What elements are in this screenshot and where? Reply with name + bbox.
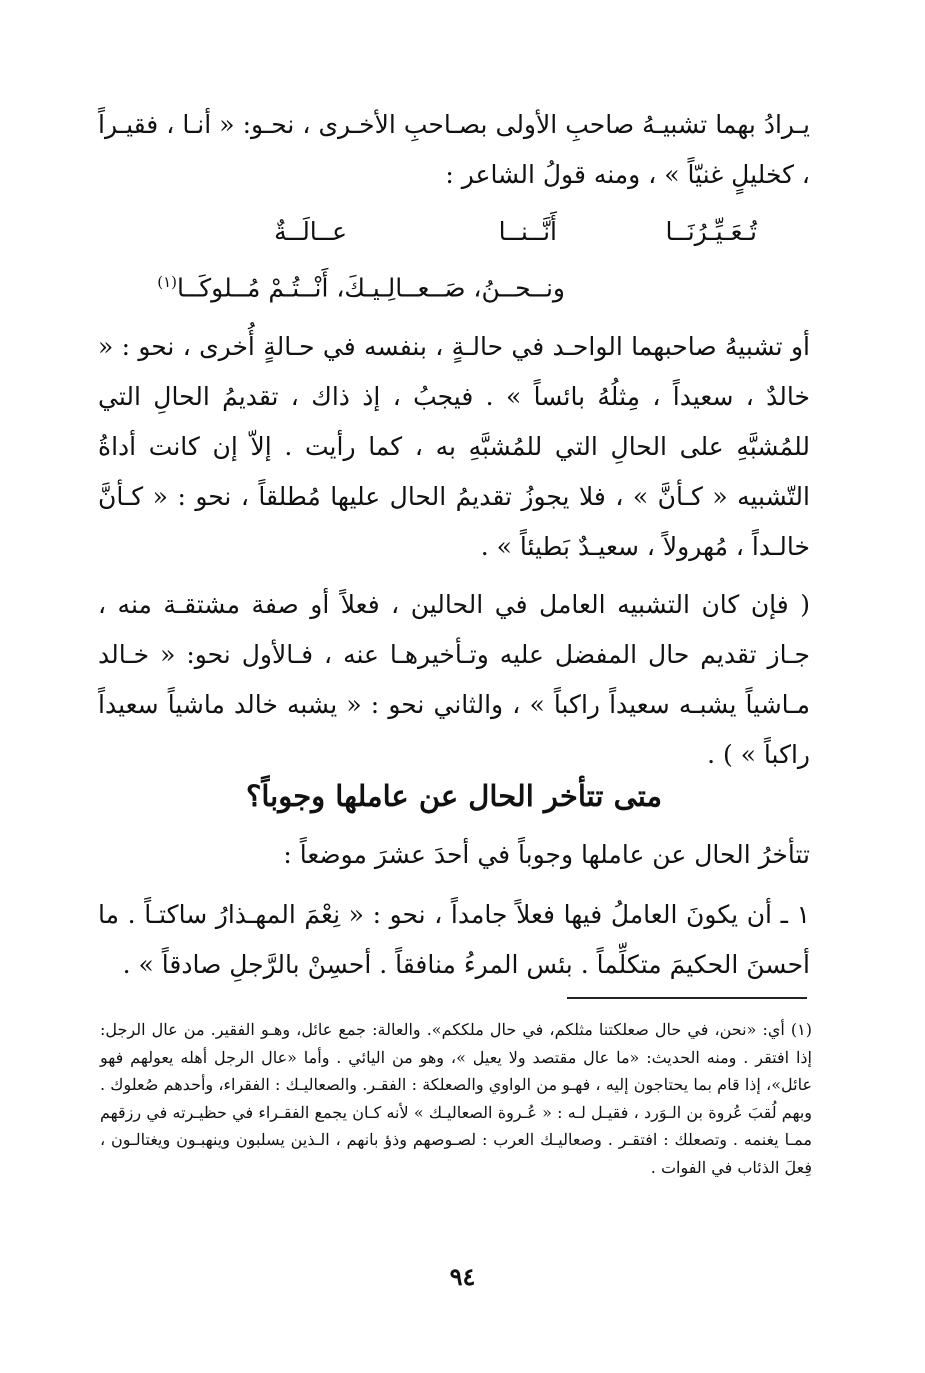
footnote-text: (١) أي: «نحن، في حال صعلكتنا مثلكم، في حال ملككم». والعالة: جمع عائل، وهـو الفقير. من عال الرجل: إذا افتقر . ومنه الحديث: «ما عال مقتصد ولا يعيل »، وهو من اليائي . وأما «عال الرجل أهله يعولهم فهو عائل»، إذا قام بما يحتاجون إليه ، فهـو من الواوي والصعلكة : الفقـر. والصعاليـك : الفقراء، وأحدهم صُعلوك . وبهم لُقبَ عُروة بن الـوَرد ، فقيـل لـه : « عُـروة الصعاليـك » لأنه كـان يجمع الفقـراء في حظيـرته في رزقهم ممـا يغنمه . وتصعلك : افتقـر . وصعاليـك العرب : لصـوصهم وذؤ بانهم ، الـذين يسلبون وينهبـون ويغتالـون ، فِعلَ الذئاب في الفوات . (100, 1020, 812, 1177)
fifth-paragraph (98, 890, 810, 990)
section-heading: متى تتأخر الحال عن عاملها وجوباً؟ (245, 779, 663, 813)
fourth-paragraph (98, 830, 810, 880)
intro-paragraph-text: يـرادُ بهما تشبيـهُ صاحبِ الأولى بصـاحبِ الأخـرى ، نحـو: « أنـا ، فقيـراً ، كخليلٍ غنيّاً » ، ومنه قولُ الشاعر : (98, 110, 810, 189)
verse-line2 (157, 258, 565, 312)
verse-line2-text: ونــحــنُ، صَــعــالِـيـكَ، أَنْــتُـمْ مُــلوكَــا (176, 273, 565, 303)
intro-paragraph (98, 100, 810, 200)
third-paragraph (98, 580, 810, 780)
verse-line1-word3: عــالَــةٌ (274, 217, 347, 246)
second-paragraph (98, 322, 810, 572)
third-paragraph-text: ( فإن كان التشبيه العامل في الحالين ، فعلاً أو صفة مشتقـة منه ، جـاز تقديم حال المفضل عليه وتـأخيرهـا عنه ، فـالأول نحو: « خـالد مـاشياً يشبـه سعيداً راكباً » ، والثاني نحو : « يشبه خالد ماشياً سعيداً راكباً » ) . (98, 590, 810, 769)
footnote-marker: (١) (157, 273, 177, 291)
footnote-divider (567, 997, 807, 999)
verse-line1-word1: تُـعَـيِّـرُنَــا (665, 217, 757, 246)
second-paragraph-text: أو تشبيهُ صاحبهما الواحـد في حالـةٍ ، بنفسه في حـالةٍ أُخرى ، نحو : « خالدٌ ، سعيداً ، مِثلُهُ بائساً » . فيجبُ ، إذ ذاك ، تقديمُ الحالِ التي للمُشبَّهِ على الحالِ التي للمُشبَّهِ به ، كما رأيت . إلاّ إن كانت أداةُ التّشبيه « كـأنَّ » ، فلا يجوزُ تقديمُ الحال عليها مُطلقاً ، نحو : « كـأنَّ خالـداً ، مُهرولاً ، سعيـدٌ بَطيئاً » . (98, 332, 810, 561)
page-number: ٩٤ (449, 1262, 476, 1291)
fourth-paragraph-text: تتأخرُ الحال عن عاملها وجوباً في أحدَ عشرَ موضعاً : (283, 840, 810, 869)
verse-line1-word2: أَنَّــنــا (498, 217, 557, 246)
fifth-paragraph-text: ١ ـ أن يكونَ العاملُ فيها فعلاً جامداً ، نحو : « نِعْمَ المهـذارُ ساكتـاً . ما أحسنَ الحكيمَ متكلِّماً . بئس المرءُ منافقاً . أحسِنْ بالرَّجلِ صادقاً » . (98, 900, 810, 979)
